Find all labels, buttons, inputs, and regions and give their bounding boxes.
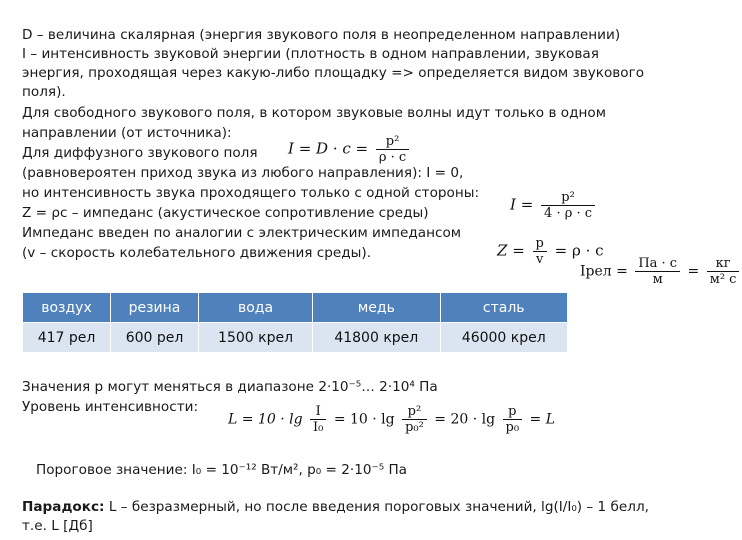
paradox-label: Парадокс: xyxy=(22,499,105,515)
text-line-3: энергия, проходящая через какую-либо площадку => определяется видом звукового xyxy=(22,65,645,81)
formula-level-eq2: = 10 · lg xyxy=(333,411,395,428)
table-header: резина xyxy=(111,293,199,323)
formula-free-num: p² xyxy=(376,134,409,150)
formula-free-lhs: I = D · c = xyxy=(288,139,369,158)
formula-free-den: ρ · c xyxy=(378,150,407,165)
table-cell: 41800 крел xyxy=(313,323,440,353)
text-line-8: (равновероятен приход звука из любого направления): I = 0, xyxy=(22,165,464,181)
formula-level-den3: p₀ xyxy=(505,420,520,435)
paradox-text: L – безразмерный, но после введения пороговых значений, lg(I/I₀) – 1 белл, xyxy=(104,499,649,515)
formula-diffuse-num: p² xyxy=(541,190,595,206)
formula-units-eq: = xyxy=(687,263,700,280)
table-cell: 46000 крел xyxy=(440,323,568,353)
text-line-1: D – величина скалярная (энергия звукового поля в неопределенном направлении) xyxy=(22,27,621,43)
formula-level-den2: p₀² xyxy=(405,420,424,435)
formula-level-num1: I xyxy=(310,404,326,420)
table-header: воздух xyxy=(23,293,111,323)
formula-level-lhs: L = 10 · lg xyxy=(228,411,303,428)
formula-level-eq4: = L xyxy=(529,411,555,428)
text-line-6: направлении (от источника): xyxy=(22,125,232,141)
table-cell: 600 рел xyxy=(111,323,199,353)
formula-units-den1: м xyxy=(652,272,663,287)
paradox-line-1 xyxy=(22,498,649,517)
text-line-12: (v – скорость колебательного движения среды). xyxy=(22,245,372,261)
text-line-2: I – интенсивность звуковой энергии (плотность в одном направлении, звуковая xyxy=(22,46,599,62)
formula-free-field xyxy=(288,134,412,165)
formula-impedance-den: v xyxy=(536,252,544,267)
table-header-row xyxy=(23,293,568,323)
paradox-line-2: т.е. L [Дб] xyxy=(22,518,93,534)
formula-impedance-num: p xyxy=(533,236,547,252)
text-line-10: Z = ρc – импеданс (акустическое сопротивление среды) xyxy=(22,205,429,221)
formula-units-num1: Па · с xyxy=(635,256,680,272)
text-line-7: Для диффузного звукового поля xyxy=(22,145,258,161)
text-line-11: Импеданс введен по аналогии с электрическим импедансом xyxy=(22,225,462,241)
formula-diffuse xyxy=(510,190,598,221)
text-line-5: Для свободного звукового поля, в котором звуковые волны идут только в одном xyxy=(22,105,606,121)
table-cell: 1500 крел xyxy=(199,323,313,353)
table-header: медь xyxy=(313,293,440,323)
table-header: сталь xyxy=(440,293,568,323)
formula-level-num3: p xyxy=(503,404,523,420)
range-text: Значения p могут меняться в диапазоне 2·10⁻⁵… 2·10⁴ Па xyxy=(22,379,438,395)
formula-units xyxy=(580,256,742,287)
impedance-table xyxy=(22,292,568,353)
formula-level-num2: p² xyxy=(402,404,427,420)
formula-units-den2: м² с xyxy=(709,272,737,287)
formula-diffuse-lhs: I = xyxy=(510,195,534,214)
table-header: вода xyxy=(199,293,313,323)
formula-impedance-lhs: Z = xyxy=(497,241,525,260)
text-line-4: поля). xyxy=(22,84,66,100)
formula-level-eq3: = 20 · lg xyxy=(434,411,496,428)
formula-units-label: Iрел = xyxy=(580,263,628,280)
threshold-text: Пороговое значение: I₀ = 10⁻¹² Вт/м², p₀ = 2·10⁻⁵ Па xyxy=(36,462,408,478)
table-cell: 417 рел xyxy=(23,323,111,353)
formula-units-num2: кг xyxy=(707,256,740,272)
formula-level-den1: I₀ xyxy=(313,420,324,435)
formula-impedance-mid: = ρ · c xyxy=(554,241,604,260)
table-row xyxy=(23,323,568,353)
level-label: Уровень интенсивности: xyxy=(22,399,199,415)
text-line-9: но интенсивность звука проходящего только с одной стороны: xyxy=(22,185,480,201)
formula-level xyxy=(228,404,555,435)
formula-diffuse-den: 4 · ρ · c xyxy=(544,206,593,221)
